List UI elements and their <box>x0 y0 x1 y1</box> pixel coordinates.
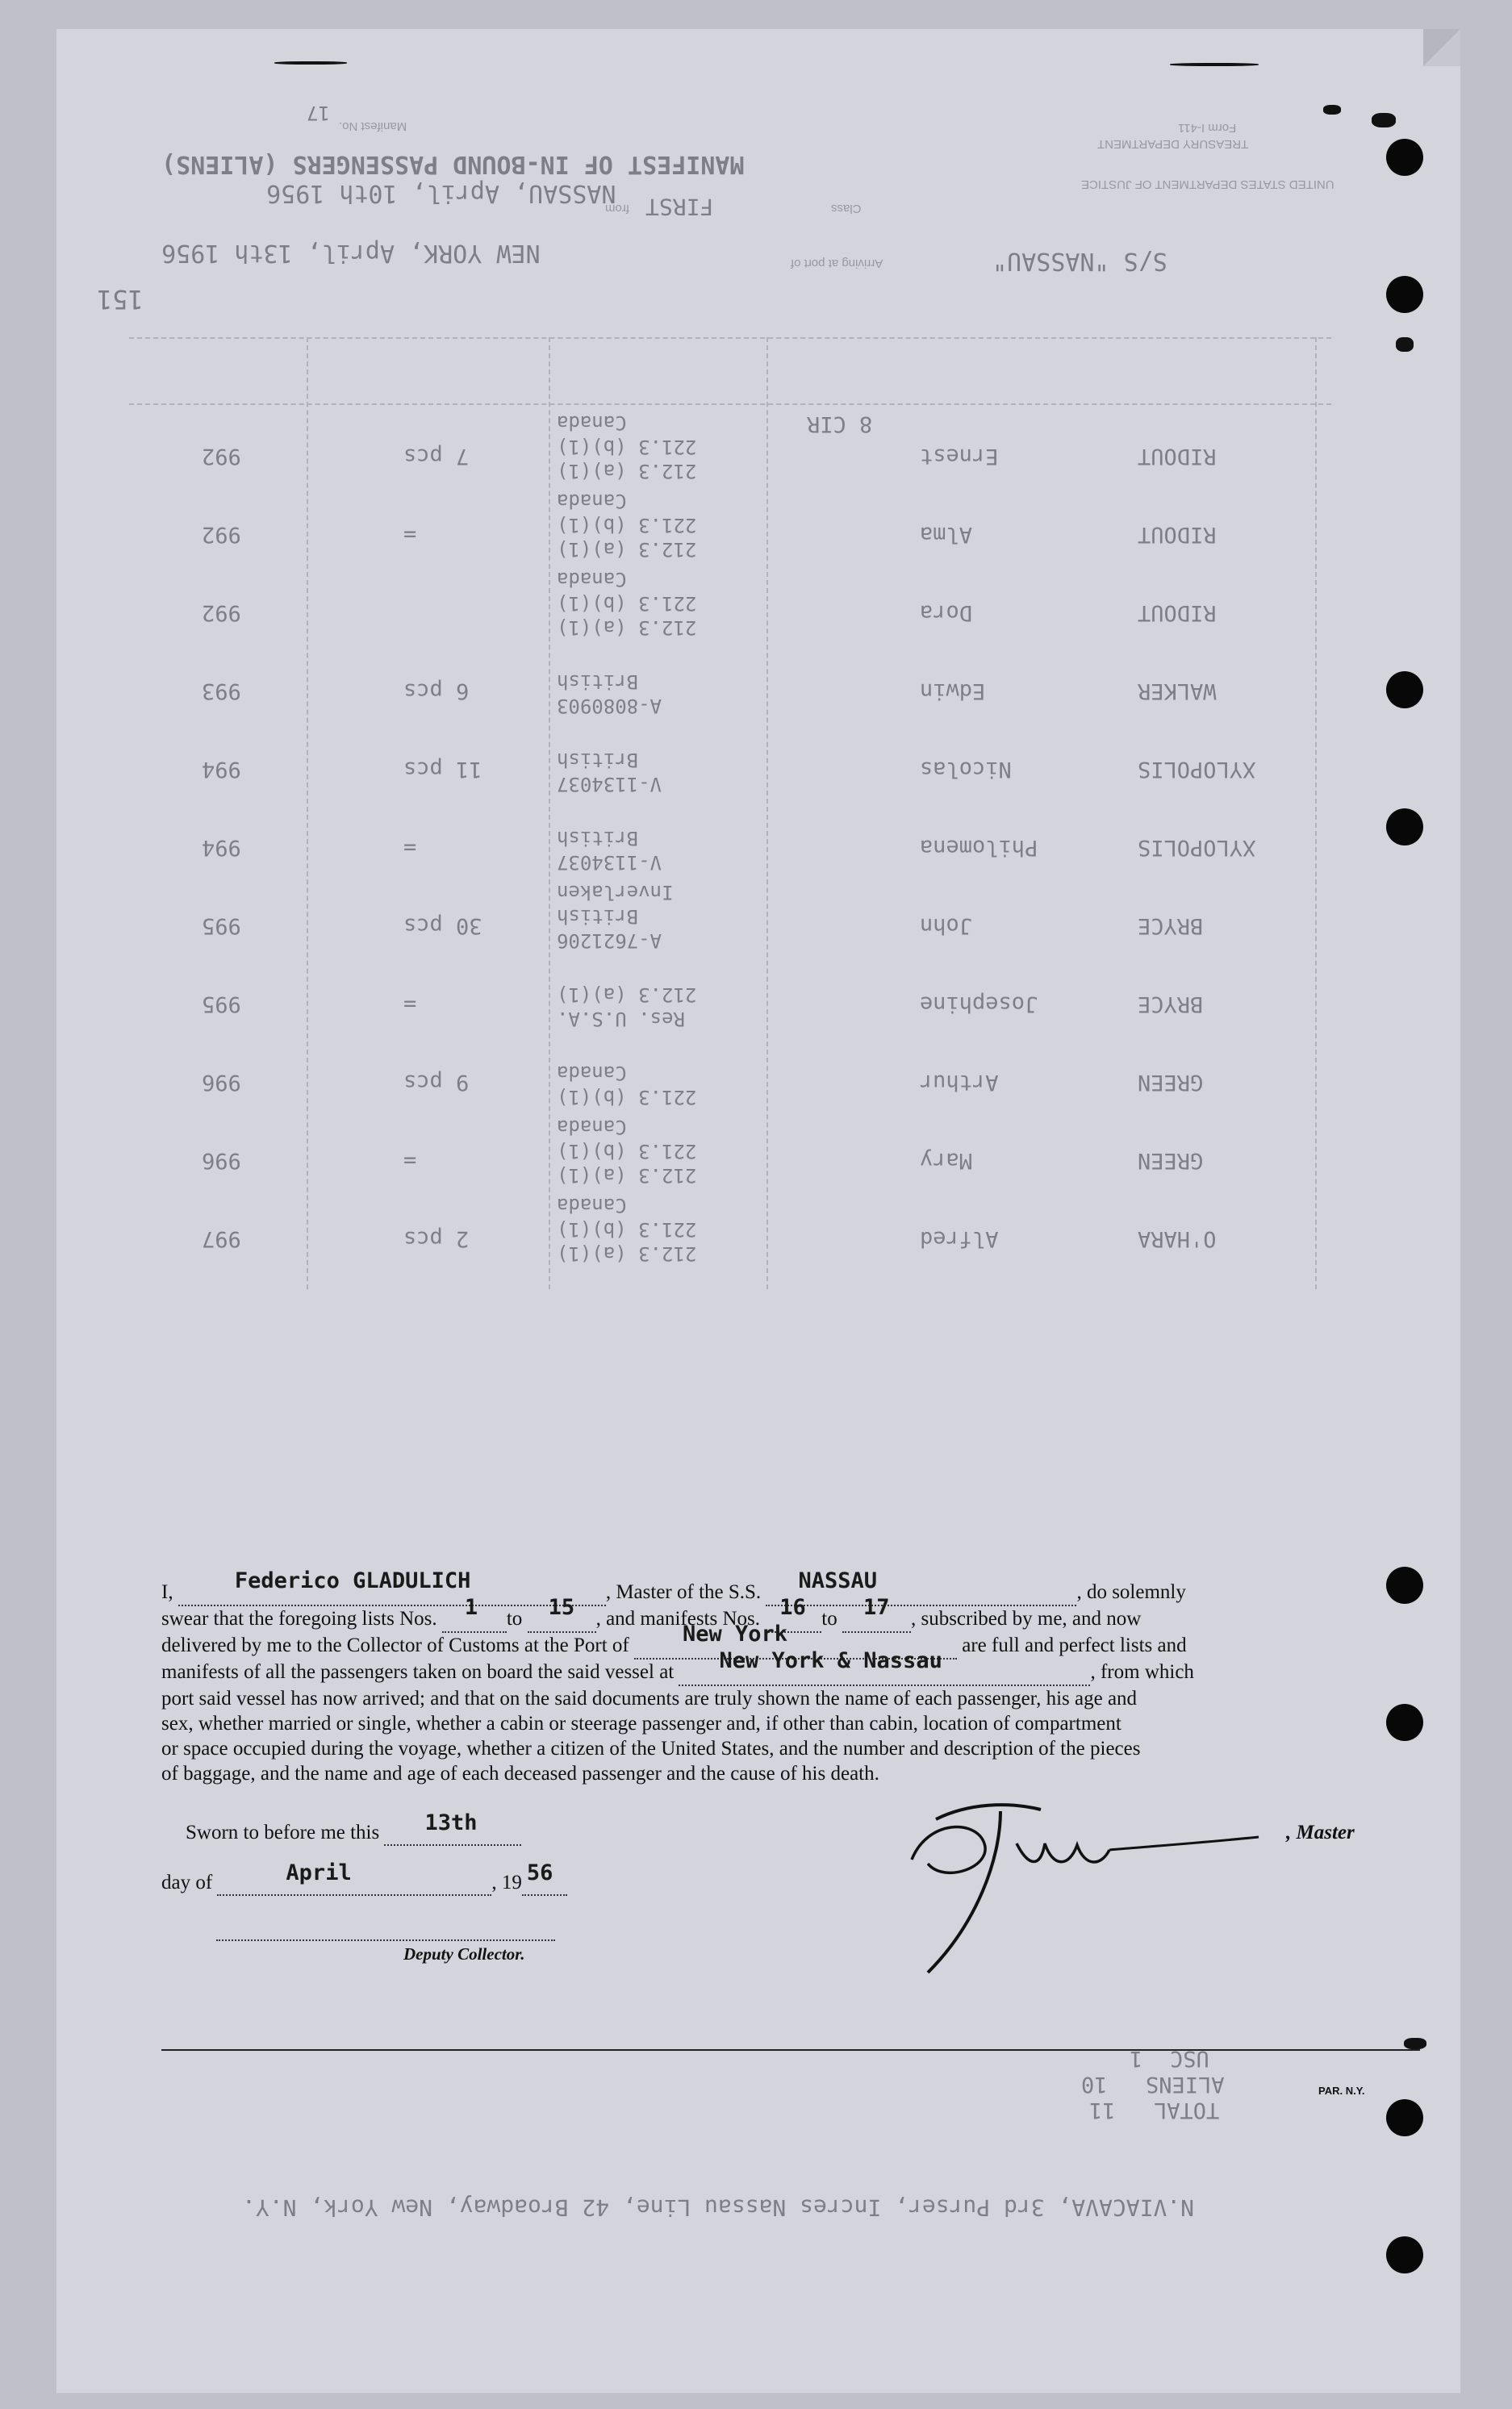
ink-speck <box>274 61 347 65</box>
oath-text: , Master of the S.S. <box>605 1581 762 1603</box>
oath-line: of baggage, and the name and age of each deceased passenger and the cause of his death. <box>161 1763 879 1785</box>
ghost-doc-line: 221.3 (b)(1) <box>557 1218 697 1241</box>
ghost-manifest-num: 17 <box>307 102 330 124</box>
ghost-passenger-no: 992 <box>202 522 241 547</box>
ghost-doc-line: Canada <box>557 1116 627 1138</box>
ghost-dept: TREASURY DEPARTMENT <box>1097 137 1249 151</box>
year-prefix: , 19 <box>491 1872 522 1893</box>
ghost-passenger-no: 996 <box>202 1070 241 1095</box>
sworn-month-field <box>217 1860 491 1896</box>
deputy-collector-label: Deputy Collector. <box>403 1944 525 1964</box>
manifests-to: 17 <box>863 1595 890 1620</box>
punch-hole <box>1386 2099 1423 2136</box>
ghost-given-name: John <box>920 913 973 938</box>
master-name-field <box>178 1568 606 1606</box>
lists-from-field <box>442 1595 507 1633</box>
punch-hole <box>1386 1704 1423 1741</box>
sworn-date-line <box>161 1860 567 1896</box>
ghost-baggage: = <box>403 992 417 1017</box>
port-name: New York <box>683 1622 788 1647</box>
oath-line: port said vessel has now arrived; and that on the said documents are truly shown the name of each passenger, his age and <box>161 1688 1138 1710</box>
ghost-baggage: 9 pcs <box>403 1070 470 1095</box>
ghost-passenger-no: 992 <box>202 600 241 625</box>
ghost-dept2: UNITED STATES DEPARTMENT OF JUSTICE <box>1081 177 1334 191</box>
ghost-doc-line: Canada <box>557 411 627 434</box>
ghost-baggage: = <box>403 522 417 547</box>
punch-hole <box>1386 1567 1423 1604</box>
punch-hole <box>1386 2236 1423 2273</box>
ghost-arriving-at: Arriving at port of <box>791 257 883 270</box>
ghost-total: TOTAL <box>1154 2098 1220 2123</box>
ghost-doc-line: 221.3 (b)(1) <box>557 514 697 536</box>
par-ny-mark: PAR. N.Y. <box>1318 2085 1365 2097</box>
ghost-usc: USC <box>1170 2046 1209 2071</box>
ghost-doc-line: A-8080903 <box>557 695 662 717</box>
ghost-baggage: 11 pcs <box>403 757 482 782</box>
ink-speck <box>1372 113 1396 127</box>
ghost-doc-line: V-1134037 <box>557 773 662 795</box>
ghost-vessel: S/S "NASSAU" <box>992 247 1167 275</box>
boarding-ports: New York & Nassau <box>719 1648 942 1673</box>
ghost-doc-line: 212.3 (a)(1) <box>557 1164 697 1187</box>
ghost-given-name: Mary <box>920 1148 973 1173</box>
ghost-surname: GREEN <box>1138 1070 1204 1095</box>
ghost-passenger-no: 996 <box>202 1148 241 1173</box>
ghost-baggage: = <box>403 835 417 860</box>
master-name: Federico GLADULICH <box>234 1568 471 1593</box>
ghost-doc-line: 212.3 (a)(1) <box>557 1242 697 1265</box>
ghost-surname: XYLOPOLIS <box>1138 835 1256 860</box>
ghost-column-rule <box>766 337 768 1289</box>
ink-speck <box>1404 2038 1426 2049</box>
ghost-from-label: from <box>605 202 629 215</box>
ghost-doc-line: Res. U.S.A. <box>557 1008 685 1030</box>
ghost-passenger-no: 995 <box>202 992 241 1017</box>
vessel-field <box>766 1568 1076 1606</box>
oath-text: , do solemnly <box>1076 1581 1186 1603</box>
oath-line <box>161 1568 1384 1606</box>
lists-to: 15 <box>548 1595 575 1620</box>
sworn-month: April <box>286 1860 352 1885</box>
ghost-passenger-no: 997 <box>202 1226 241 1251</box>
ghost-manifest-title: MANIFEST OF IN-BOUND PASSENGERS (ALIENS) <box>161 150 745 178</box>
oath-text: to <box>506 1608 523 1630</box>
sworn-label: Sworn to before me this <box>186 1822 380 1843</box>
ghost-doc-line: 212.3 (a)(1) <box>557 538 697 561</box>
ghost-arrival-line: NASSAU, April, 10th 1956 <box>266 179 616 207</box>
ghost-usc-count: 1 <box>1130 2046 1143 2071</box>
sworn-line <box>186 1810 521 1846</box>
ghost-doc-line: 221.3 (b)(1) <box>557 436 697 458</box>
ink-speck <box>1323 105 1341 115</box>
master-label: , Master <box>1286 1822 1355 1843</box>
ghost-given-name: Edwin <box>920 678 986 703</box>
ghost-doc-line: 212.3 (a)(1) <box>557 983 697 1006</box>
oath-text: , from which <box>1090 1661 1194 1683</box>
ghost-total-count: 11 <box>1089 2098 1116 2123</box>
ghost-list-no: 151 <box>97 284 144 315</box>
ghost-doc-line: 212.3 (a)(1) <box>557 460 697 482</box>
ghost-passenger-no: 993 <box>202 678 241 703</box>
ghost-baggage: 30 pcs <box>403 913 482 938</box>
ghost-departure-line: NEW YORK, April, 13th 1956 <box>161 239 541 267</box>
ghost-passenger-no: 994 <box>202 835 241 860</box>
ghost-manifest-no: Manifest No. <box>339 119 407 133</box>
ghost-surname: RIDOUT <box>1138 522 1217 547</box>
oath-text: I, <box>161 1581 173 1603</box>
lists-to-field <box>528 1595 596 1633</box>
ghost-column-rule <box>307 337 308 1289</box>
sworn-year-field <box>522 1860 567 1896</box>
deputy-signature-line <box>216 1933 555 1941</box>
oath-text: delivered by me to the Collector of Customs at the Port of <box>161 1635 629 1656</box>
oath-text: manifests of all the passengers taken on board the said vessel at <box>161 1661 675 1683</box>
ghost-baggage: 7 pcs <box>403 444 470 469</box>
ghost-class-line: FIRST <box>645 194 714 220</box>
ghost-surname: XYLOPOLIS <box>1138 757 1256 782</box>
ghost-surname: BRYCE <box>1138 913 1204 938</box>
ghost-surname: RIDOUT <box>1138 444 1217 469</box>
ghost-doc-line: Canada <box>557 1062 627 1084</box>
ghost-given-name: Ernest <box>920 444 999 469</box>
ghost-doc-line: 212.3 (a)(1) <box>557 616 697 639</box>
punch-hole <box>1386 808 1423 845</box>
ghost-aliens-count: 10 <box>1081 2072 1108 2097</box>
punch-hole <box>1386 139 1423 176</box>
punch-hole <box>1386 276 1423 313</box>
ghost-surname: BRYCE <box>1138 992 1204 1017</box>
oath-line <box>161 1648 1384 1686</box>
punch-hole <box>1386 671 1423 708</box>
ghost-surname: GREEN <box>1138 1148 1204 1173</box>
ghost-doc-line: British <box>557 905 639 928</box>
ghost-doc-line: 221.3 (b)(1) <box>557 1086 697 1108</box>
ghost-doc-line: A-7621206 <box>557 929 662 952</box>
folded-corner <box>1423 29 1460 66</box>
oath-line: or space occupied during the voyage, whether a citizen of the United States, and the number and description of the pieces <box>161 1738 1141 1760</box>
ink-speck <box>1396 337 1414 352</box>
ghost-doc-line: British <box>557 827 639 850</box>
ghost-surname: O'HARA <box>1138 1226 1217 1251</box>
oath-text: , subscribed by me, and now <box>910 1608 1142 1630</box>
ghost-baggage: = <box>403 1148 417 1173</box>
oath-text: to <box>821 1608 837 1630</box>
sworn-day: 13th <box>424 1810 478 1835</box>
ghost-given-name: Nicolas <box>920 757 1012 782</box>
ghost-class-label: Class <box>831 202 862 215</box>
ghost-doc-line: Inverlaken <box>557 881 674 904</box>
manifests-to-field <box>842 1595 911 1633</box>
ghost-doc-line: Canada <box>557 490 627 512</box>
ghost-doc-line: British <box>557 749 639 771</box>
oath-line: sex, whether married or single, whether a cabin or steerage passenger and, if other than cabin, location of compartment <box>161 1713 1121 1735</box>
ghost-passenger-no: 995 <box>202 913 241 938</box>
ghost-given-name: Alfred <box>920 1226 999 1251</box>
ghost-doc-line: Canada <box>557 1194 627 1217</box>
ghost-surname: RIDOUT <box>1138 600 1217 625</box>
ghost-given-name: Arthur <box>920 1070 999 1095</box>
oath-text: are full and perfect lists and <box>962 1635 1187 1656</box>
vessel-name: NASSAU <box>798 1568 877 1593</box>
ghost-form-no: Form I-411 <box>1178 121 1237 135</box>
ghost-doc-line: Canada <box>557 568 627 591</box>
master-oath <box>161 1568 1384 1786</box>
ghost-passenger-no: 992 <box>202 444 241 469</box>
ghost-column-rule <box>1315 337 1317 1289</box>
ghost-given-name: Alma <box>920 522 973 547</box>
ghost-doc-line: 221.3 (b)(1) <box>557 1140 697 1163</box>
ghost-footer: N.VIACAVA, 3rd Purser, Incres Nassau Line, 42 Broadway, New York, N.Y. <box>242 2194 1195 2221</box>
ghost-aliens: ALIENS <box>1146 2072 1225 2097</box>
ghost-doc-line: British <box>557 670 639 693</box>
ghost-doc-line: V-1134037 <box>557 851 662 874</box>
master-signature <box>879 1787 1267 1997</box>
ghost-passenger-no: 994 <box>202 757 241 782</box>
document-page <box>56 29 1460 2393</box>
ghost-surname: WALKER <box>1138 678 1217 703</box>
ghost-given-name: Philomena <box>920 835 1038 860</box>
manifests-from: 16 <box>779 1595 806 1620</box>
ghost-given-name: Josephine <box>920 992 1038 1017</box>
oath-text: swear that the foregoing lists Nos. <box>161 1608 437 1630</box>
sworn-year: 56 <box>526 1860 553 1885</box>
ghost-baggage: 6 pcs <box>403 678 470 703</box>
ghost-header-rule <box>129 403 1331 405</box>
ghost-header-rule <box>129 337 1331 339</box>
boarding-ports-field <box>679 1648 1090 1686</box>
day-of-label: day of <box>161 1872 213 1893</box>
ghost-doc-line: 221.3 (b)(1) <box>557 592 697 615</box>
sworn-day-field <box>384 1810 521 1846</box>
ghost-baggage: 2 pcs <box>403 1226 470 1251</box>
lists-from: 1 <box>464 1595 478 1620</box>
bottom-rule <box>161 2049 1420 2051</box>
ghost-column-rule <box>549 337 550 1289</box>
ghost-given-name: Dora <box>920 600 973 625</box>
oath-text: , and manifests Nos. <box>595 1608 761 1630</box>
ghost-note: 8 CIR <box>807 411 873 436</box>
ink-speck <box>1170 63 1259 66</box>
